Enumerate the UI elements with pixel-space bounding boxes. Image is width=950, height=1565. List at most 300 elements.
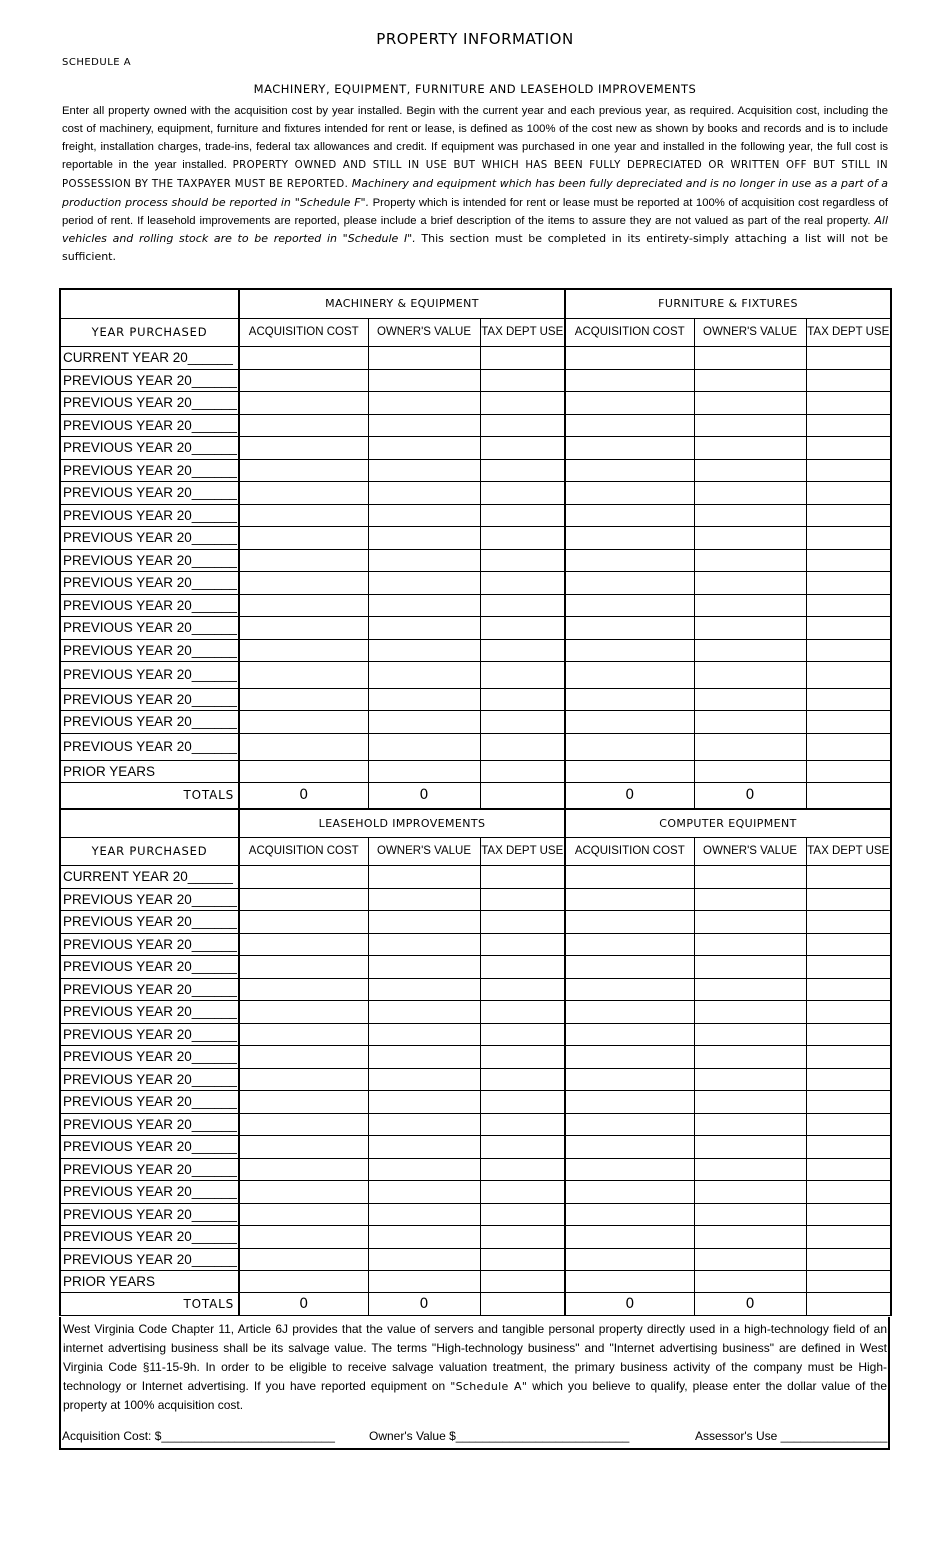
- entry-cell[interactable]: [565, 1023, 694, 1045]
- year-label: PREVIOUS YEAR 20______: [60, 661, 239, 688]
- entry-cell[interactable]: [239, 760, 368, 782]
- entry-cell[interactable]: [239, 661, 368, 688]
- entry-cell[interactable]: [368, 1113, 480, 1135]
- year-label: PREVIOUS YEAR 20______: [60, 1000, 239, 1023]
- entry-cell[interactable]: [806, 1225, 891, 1248]
- year-label: PREVIOUS YEAR 20______: [60, 526, 239, 549]
- year-label: PREVIOUS YEAR 20______: [60, 1225, 239, 1248]
- entry-cell[interactable]: [565, 888, 694, 910]
- entry-cell[interactable]: [806, 346, 891, 369]
- entry-cell[interactable]: [565, 865, 694, 888]
- entry-cell[interactable]: [480, 933, 565, 955]
- entry-cell[interactable]: [806, 1023, 891, 1045]
- entry-cell[interactable]: [565, 594, 694, 616]
- entry-cell[interactable]: [694, 1135, 806, 1158]
- entry-cell[interactable]: [239, 955, 368, 978]
- entry-cell[interactable]: [480, 369, 565, 391]
- entry-cell[interactable]: [480, 661, 565, 688]
- entry-cell[interactable]: [480, 1158, 565, 1180]
- entry-cell[interactable]: [368, 1068, 480, 1090]
- entry-cell[interactable]: [239, 1225, 368, 1248]
- entry-cell[interactable]: [480, 571, 565, 594]
- entry-cell[interactable]: [368, 760, 480, 782]
- entry-cell[interactable]: [565, 1248, 694, 1270]
- entry-cell[interactable]: [239, 1068, 368, 1090]
- entry-cell[interactable]: [565, 459, 694, 481]
- entry-cell[interactable]: [806, 1068, 891, 1090]
- entry-cell[interactable]: [368, 1203, 480, 1225]
- total-value: 0: [368, 1292, 480, 1315]
- entry-cell[interactable]: [239, 1270, 368, 1292]
- entry-cell[interactable]: [368, 391, 480, 414]
- entry-cell[interactable]: [806, 661, 891, 688]
- year-label: PREVIOUS YEAR 20______: [60, 571, 239, 594]
- entry-cell[interactable]: [480, 688, 565, 710]
- entry-cell[interactable]: [694, 526, 806, 549]
- entry-cell[interactable]: [480, 1135, 565, 1158]
- total-value: 0: [565, 1292, 694, 1315]
- entry-cell[interactable]: [480, 910, 565, 933]
- entry-cell[interactable]: [694, 504, 806, 526]
- entry-cell[interactable]: [239, 1203, 368, 1225]
- entry-cell[interactable]: [806, 1000, 891, 1023]
- entry-cell[interactable]: [480, 1203, 565, 1225]
- entry-cell[interactable]: [806, 1270, 891, 1292]
- year-label: PREVIOUS YEAR 20______: [60, 481, 239, 504]
- entry-cell[interactable]: [480, 346, 565, 369]
- entry-cell[interactable]: [480, 549, 565, 571]
- entry-cell[interactable]: [368, 1270, 480, 1292]
- entry-cell[interactable]: [480, 481, 565, 504]
- entry-cell[interactable]: [480, 1023, 565, 1045]
- entry-cell[interactable]: [806, 1135, 891, 1158]
- entry-cell[interactable]: [565, 1270, 694, 1292]
- entry-cell[interactable]: [239, 616, 368, 639]
- entry-cell[interactable]: [694, 436, 806, 459]
- table-row: [60, 1270, 891, 1292]
- entry-cell[interactable]: [565, 1068, 694, 1090]
- group-header-row: [60, 289, 891, 318]
- entry-cell[interactable]: [368, 710, 480, 733]
- entry-cell[interactable]: [239, 571, 368, 594]
- year-label: PREVIOUS YEAR 20______: [60, 391, 239, 414]
- entry-cell[interactable]: [694, 688, 806, 710]
- entry-cell[interactable]: [239, 1000, 368, 1023]
- total-value: [480, 782, 565, 808]
- assessors-use-field[interactable]: Assessor's Use ________________: [695, 1429, 888, 1443]
- entry-cell[interactable]: [565, 1113, 694, 1135]
- entry-cell[interactable]: [565, 436, 694, 459]
- entry-cell[interactable]: [806, 1158, 891, 1180]
- entry-cell[interactable]: [368, 549, 480, 571]
- entry-cell[interactable]: [565, 391, 694, 414]
- entry-cell[interactable]: [694, 369, 806, 391]
- entry-cell[interactable]: [239, 1045, 368, 1068]
- entry-cell[interactable]: [694, 661, 806, 688]
- entry-cell[interactable]: [239, 1180, 368, 1203]
- entry-cell[interactable]: [368, 571, 480, 594]
- table-row: [60, 1225, 891, 1248]
- entry-cell[interactable]: [694, 391, 806, 414]
- salvage-text-1: West Virginia Code Chapter 11, Article 6J provides that the value of servers and tangible personal property directly used in a high-technology field of an internet advertising business shall be its salvage value. The terms "High-technology business" and "Internet advertising business" are defined in West Virginia Code §11-15-9h. In order to be eligible to receive salvage valuation treatment, the primary business activity of the company must be High-technology or Internet advertising. If you have reported equipment on: [63, 1322, 887, 1393]
- entry-cell[interactable]: [368, 1090, 480, 1113]
- entry-cell[interactable]: [480, 504, 565, 526]
- year-label: PREVIOUS YEAR 20______: [60, 639, 239, 661]
- entry-cell[interactable]: [368, 436, 480, 459]
- owner-column-header: OWNER'S VALUE: [694, 837, 806, 865]
- entry-cell[interactable]: [480, 1000, 565, 1023]
- entry-cell[interactable]: [239, 414, 368, 436]
- entry-cell[interactable]: [806, 391, 891, 414]
- tax-column-header: TAX DEPT USE: [806, 837, 891, 865]
- entry-cell[interactable]: [239, 865, 368, 888]
- entry-cell[interactable]: [368, 639, 480, 661]
- table-row: [60, 459, 891, 481]
- entry-cell[interactable]: [239, 504, 368, 526]
- year-label: PREVIOUS YEAR 20______: [60, 1068, 239, 1090]
- entry-cell[interactable]: [565, 688, 694, 710]
- intro-italic-text-2: All vehicles and rolling stock are to be reported in "Schedule I".: [62, 214, 888, 245]
- entry-cell[interactable]: [368, 865, 480, 888]
- entry-cell[interactable]: [694, 710, 806, 733]
- entry-cell[interactable]: [368, 526, 480, 549]
- entry-cell[interactable]: [806, 594, 891, 616]
- entry-cell[interactable]: [480, 760, 565, 782]
- entry-cell[interactable]: [565, 369, 694, 391]
- totals-label: TOTALS: [60, 1292, 239, 1315]
- entry-cell[interactable]: [806, 1045, 891, 1068]
- group-header-row: [60, 809, 891, 837]
- entry-cell[interactable]: [368, 346, 480, 369]
- entry-cell[interactable]: [694, 1068, 806, 1090]
- entry-cell[interactable]: [480, 955, 565, 978]
- entry-cell[interactable]: [806, 369, 891, 391]
- entry-cell[interactable]: [480, 978, 565, 1000]
- intro-italic-text-1: Machinery and equipment which has been fully depreciated and is no longer in use as a part of a production process should be reported in "Schedule F".: [62, 177, 888, 209]
- table-row: [60, 526, 891, 549]
- entry-cell[interactable]: [368, 504, 480, 526]
- entry-cell[interactable]: [239, 888, 368, 910]
- entry-cell[interactable]: [480, 526, 565, 549]
- entry-cell[interactable]: [368, 688, 480, 710]
- table-row: [60, 888, 891, 910]
- year-label: PREVIOUS YEAR 20______: [60, 549, 239, 571]
- entry-cell[interactable]: [368, 933, 480, 955]
- entry-cell[interactable]: [480, 710, 565, 733]
- entry-cell[interactable]: [239, 459, 368, 481]
- entry-cell[interactable]: [565, 504, 694, 526]
- entry-cell[interactable]: [806, 436, 891, 459]
- entry-cell[interactable]: [565, 1135, 694, 1158]
- year-label: PREVIOUS YEAR 20______: [60, 459, 239, 481]
- owners-value-field[interactable]: Owner's Value $__________________________: [369, 1429, 630, 1443]
- table-row: [60, 955, 891, 978]
- entry-cell[interactable]: [239, 1023, 368, 1045]
- year-purchased-header: YEAR PURCHASED: [60, 318, 239, 346]
- entry-cell[interactable]: [480, 888, 565, 910]
- entry-cell[interactable]: [565, 1225, 694, 1248]
- entry-cell[interactable]: [806, 733, 891, 760]
- entry-cell[interactable]: [806, 639, 891, 661]
- entry-cell[interactable]: [480, 616, 565, 639]
- entry-cell[interactable]: [806, 414, 891, 436]
- entry-cell[interactable]: [239, 526, 368, 549]
- entry-cell[interactable]: [806, 549, 891, 571]
- entry-cell[interactable]: [480, 1225, 565, 1248]
- entry-cell[interactable]: [480, 1113, 565, 1135]
- table-row: [60, 688, 891, 710]
- entry-cell[interactable]: [239, 369, 368, 391]
- entry-cell[interactable]: [239, 481, 368, 504]
- entry-cell[interactable]: [694, 865, 806, 888]
- total-value: 0: [694, 782, 806, 808]
- acq-column-header: ACQUISITION COST: [239, 318, 368, 346]
- entry-cell[interactable]: [565, 1180, 694, 1203]
- entry-cell[interactable]: [694, 639, 806, 661]
- table-row: [60, 639, 891, 661]
- acq-column-header: ACQUISITION COST: [565, 318, 694, 346]
- totals-row: [60, 782, 891, 808]
- entry-cell[interactable]: [806, 688, 891, 710]
- table-row: [60, 1158, 891, 1180]
- entry-cell[interactable]: [694, 1023, 806, 1045]
- entry-cell[interactable]: [806, 504, 891, 526]
- entry-cell[interactable]: [368, 616, 480, 639]
- entry-cell[interactable]: [694, 616, 806, 639]
- table-row: [60, 481, 891, 504]
- entry-cell[interactable]: [694, 1000, 806, 1023]
- entry-cell[interactable]: [694, 414, 806, 436]
- entry-cell[interactable]: [694, 1225, 806, 1248]
- entry-cell[interactable]: [368, 1135, 480, 1158]
- entry-cell[interactable]: [694, 1180, 806, 1203]
- entry-cell[interactable]: [694, 1270, 806, 1292]
- entry-cell[interactable]: [480, 436, 565, 459]
- entry-cell[interactable]: [694, 933, 806, 955]
- entry-cell[interactable]: [368, 1045, 480, 1068]
- entry-cell[interactable]: [480, 459, 565, 481]
- entry-cell[interactable]: [565, 955, 694, 978]
- year-label: PREVIOUS YEAR 20______: [60, 1113, 239, 1135]
- entry-cell[interactable]: [694, 346, 806, 369]
- entry-cell[interactable]: [565, 910, 694, 933]
- entry-cell[interactable]: [368, 1000, 480, 1023]
- schedule-label: SCHEDULE A: [62, 57, 132, 68]
- entry-cell[interactable]: [239, 910, 368, 933]
- entry-cell[interactable]: [368, 1180, 480, 1203]
- total-value: 0: [239, 782, 368, 808]
- entry-cell[interactable]: [806, 526, 891, 549]
- entry-cell[interactable]: [565, 571, 694, 594]
- entry-cell[interactable]: [806, 571, 891, 594]
- entry-cell[interactable]: [806, 865, 891, 888]
- year-label: PREVIOUS YEAR 20______: [60, 933, 239, 955]
- year-label: PREVIOUS YEAR 20______: [60, 1248, 239, 1270]
- entry-cell[interactable]: [806, 910, 891, 933]
- entry-cell[interactable]: [565, 1045, 694, 1068]
- year-label: PREVIOUS YEAR 20______: [60, 1203, 239, 1225]
- entry-cell[interactable]: [806, 760, 891, 782]
- column-header-row: [60, 318, 891, 346]
- entry-cell[interactable]: [239, 1248, 368, 1270]
- entry-cell[interactable]: [806, 933, 891, 955]
- entry-cell[interactable]: [694, 1203, 806, 1225]
- entry-cell[interactable]: [368, 459, 480, 481]
- entry-cell[interactable]: [694, 481, 806, 504]
- entry-cell[interactable]: [480, 1270, 565, 1292]
- salvage-text-quote: "Schedule A": [450, 1380, 528, 1393]
- entry-cell[interactable]: [806, 1113, 891, 1135]
- entry-cell[interactable]: [368, 1158, 480, 1180]
- page-title: PROPERTY INFORMATION: [376, 30, 574, 48]
- entry-cell[interactable]: [806, 616, 891, 639]
- entry-cell[interactable]: [694, 594, 806, 616]
- year-label: PREVIOUS YEAR 20______: [60, 414, 239, 436]
- entry-cell[interactable]: [368, 1248, 480, 1270]
- total-value: [806, 782, 891, 808]
- entry-cell[interactable]: [565, 346, 694, 369]
- table-row: [60, 436, 891, 459]
- entry-cell[interactable]: [694, 888, 806, 910]
- entry-cell[interactable]: [368, 888, 480, 910]
- owner-column-header: OWNER'S VALUE: [368, 837, 480, 865]
- entry-cell[interactable]: [694, 1248, 806, 1270]
- entry-cell[interactable]: [239, 391, 368, 414]
- entry-cell[interactable]: [368, 910, 480, 933]
- entry-cell[interactable]: [480, 865, 565, 888]
- year-label: PREVIOUS YEAR 20______: [60, 369, 239, 391]
- entry-cell[interactable]: [694, 1158, 806, 1180]
- entry-cell[interactable]: [239, 733, 368, 760]
- tax-column-header: TAX DEPT USE: [480, 318, 565, 346]
- entry-cell[interactable]: [694, 459, 806, 481]
- entry-cell[interactable]: [480, 594, 565, 616]
- entry-cell[interactable]: [239, 594, 368, 616]
- entry-cell[interactable]: [239, 710, 368, 733]
- entry-cell[interactable]: [239, 1158, 368, 1180]
- entry-cell[interactable]: [239, 1135, 368, 1158]
- column-header-row: [60, 837, 891, 865]
- entry-cell[interactable]: [565, 1203, 694, 1225]
- entry-cell[interactable]: [565, 1000, 694, 1023]
- entry-cell[interactable]: [806, 1248, 891, 1270]
- entry-cell[interactable]: [480, 1090, 565, 1113]
- entry-cell[interactable]: [806, 1180, 891, 1203]
- entry-cell[interactable]: [480, 639, 565, 661]
- entry-cell[interactable]: [239, 549, 368, 571]
- entry-cell[interactable]: [239, 1090, 368, 1113]
- entry-cell[interactable]: [368, 414, 480, 436]
- entry-cell[interactable]: [806, 459, 891, 481]
- entry-cell[interactable]: [806, 1203, 891, 1225]
- entry-cell[interactable]: [239, 978, 368, 1000]
- entry-cell[interactable]: [368, 733, 480, 760]
- entry-cell[interactable]: [565, 616, 694, 639]
- entry-cell[interactable]: [565, 933, 694, 955]
- entry-cell[interactable]: [368, 978, 480, 1000]
- entry-cell[interactable]: [806, 888, 891, 910]
- entry-cell[interactable]: [239, 688, 368, 710]
- year-label: PREVIOUS YEAR 20______: [60, 710, 239, 733]
- entry-cell[interactable]: [694, 955, 806, 978]
- entry-cell[interactable]: [368, 481, 480, 504]
- entry-cell[interactable]: [694, 1090, 806, 1113]
- entry-cell[interactable]: [565, 481, 694, 504]
- entry-cell[interactable]: [694, 549, 806, 571]
- entry-cell[interactable]: [480, 1045, 565, 1068]
- table-row: [60, 710, 891, 733]
- tax-column-header: TAX DEPT USE: [806, 318, 891, 346]
- entry-cell[interactable]: [239, 933, 368, 955]
- entry-cell[interactable]: [806, 710, 891, 733]
- entry-cell[interactable]: [565, 661, 694, 688]
- table-row: [60, 571, 891, 594]
- entry-cell[interactable]: [806, 481, 891, 504]
- entry-cell[interactable]: [565, 760, 694, 782]
- entry-cell[interactable]: [806, 978, 891, 1000]
- entry-cell[interactable]: [694, 571, 806, 594]
- salvage-text-2: which you believe to qualify, please enter the dollar value of the property at 100% acquisition cost.: [63, 1379, 887, 1412]
- entry-cell[interactable]: [694, 1113, 806, 1135]
- entry-cell[interactable]: [565, 978, 694, 1000]
- entry-cell[interactable]: [480, 1068, 565, 1090]
- table-row: [60, 978, 891, 1000]
- year-label: PREVIOUS YEAR 20______: [60, 955, 239, 978]
- entry-cell[interactable]: [565, 1090, 694, 1113]
- entry-cell[interactable]: [480, 1248, 565, 1270]
- entry-cell[interactable]: [694, 733, 806, 760]
- entry-cell[interactable]: [565, 414, 694, 436]
- entry-cell[interactable]: [806, 955, 891, 978]
- intro-text-2: Property which is intended for rent or lease must be reported at 100% of acquisition cost regardless of period of rent. If leasehold improvements are reported, please include a brief description of the items to assure they are not valued as part of the real property.: [62, 197, 888, 227]
- entry-cell[interactable]: [694, 760, 806, 782]
- year-label: PRIOR YEARS: [60, 760, 239, 782]
- entry-cell[interactable]: [480, 391, 565, 414]
- group-header-left: MACHINERY & EQUIPMENT: [239, 289, 565, 318]
- entry-cell[interactable]: [565, 526, 694, 549]
- entry-cell[interactable]: [694, 910, 806, 933]
- entry-cell[interactable]: [239, 436, 368, 459]
- intro-text-1: Enter all property owned with the acquisition cost by year installed. Begin with the current year and each previous year, as required. Acquisition cost, including the cost of machinery, equipment, furniture and fixtures intended for rent or lease, is defined as 100% of the cost new as shown by books and records and is to include freight, installation charges, trade-ins, federal tax allowances and credit. If equipment was purchased in one year and installed in the following year, the full cost is reportable in the year installed.: [62, 105, 888, 171]
- section-subtitle: MACHINERY, EQUIPMENT, FURNITURE AND LEASEHOLD IMPROVEMENTS: [253, 82, 697, 96]
- entry-cell[interactable]: [368, 369, 480, 391]
- year-label: PREVIOUS YEAR 20______: [60, 504, 239, 526]
- entry-cell[interactable]: [480, 733, 565, 760]
- entry-cell[interactable]: [480, 1180, 565, 1203]
- entry-cell[interactable]: [565, 549, 694, 571]
- entry-cell[interactable]: [694, 1045, 806, 1068]
- entry-cell[interactable]: [694, 978, 806, 1000]
- acquisition-cost-field[interactable]: Acquisition Cost: $__________________________: [62, 1429, 335, 1443]
- entry-cell[interactable]: [565, 1158, 694, 1180]
- table-row: [60, 549, 891, 571]
- entry-cell[interactable]: [239, 639, 368, 661]
- entry-cell[interactable]: [806, 1090, 891, 1113]
- entry-cell[interactable]: [565, 639, 694, 661]
- entry-cell[interactable]: [368, 955, 480, 978]
- entry-cell[interactable]: [368, 1225, 480, 1248]
- entry-cell[interactable]: [368, 594, 480, 616]
- entry-cell[interactable]: [368, 661, 480, 688]
- entry-cell[interactable]: [565, 733, 694, 760]
- entry-cell[interactable]: [239, 346, 368, 369]
- year-label: PRIOR YEARS: [60, 1270, 239, 1292]
- entry-cell[interactable]: [565, 710, 694, 733]
- year-label: PREVIOUS YEAR 20______: [60, 978, 239, 1000]
- entry-cell[interactable]: [239, 1113, 368, 1135]
- entry-cell[interactable]: [480, 414, 565, 436]
- entry-cell[interactable]: [368, 1023, 480, 1045]
